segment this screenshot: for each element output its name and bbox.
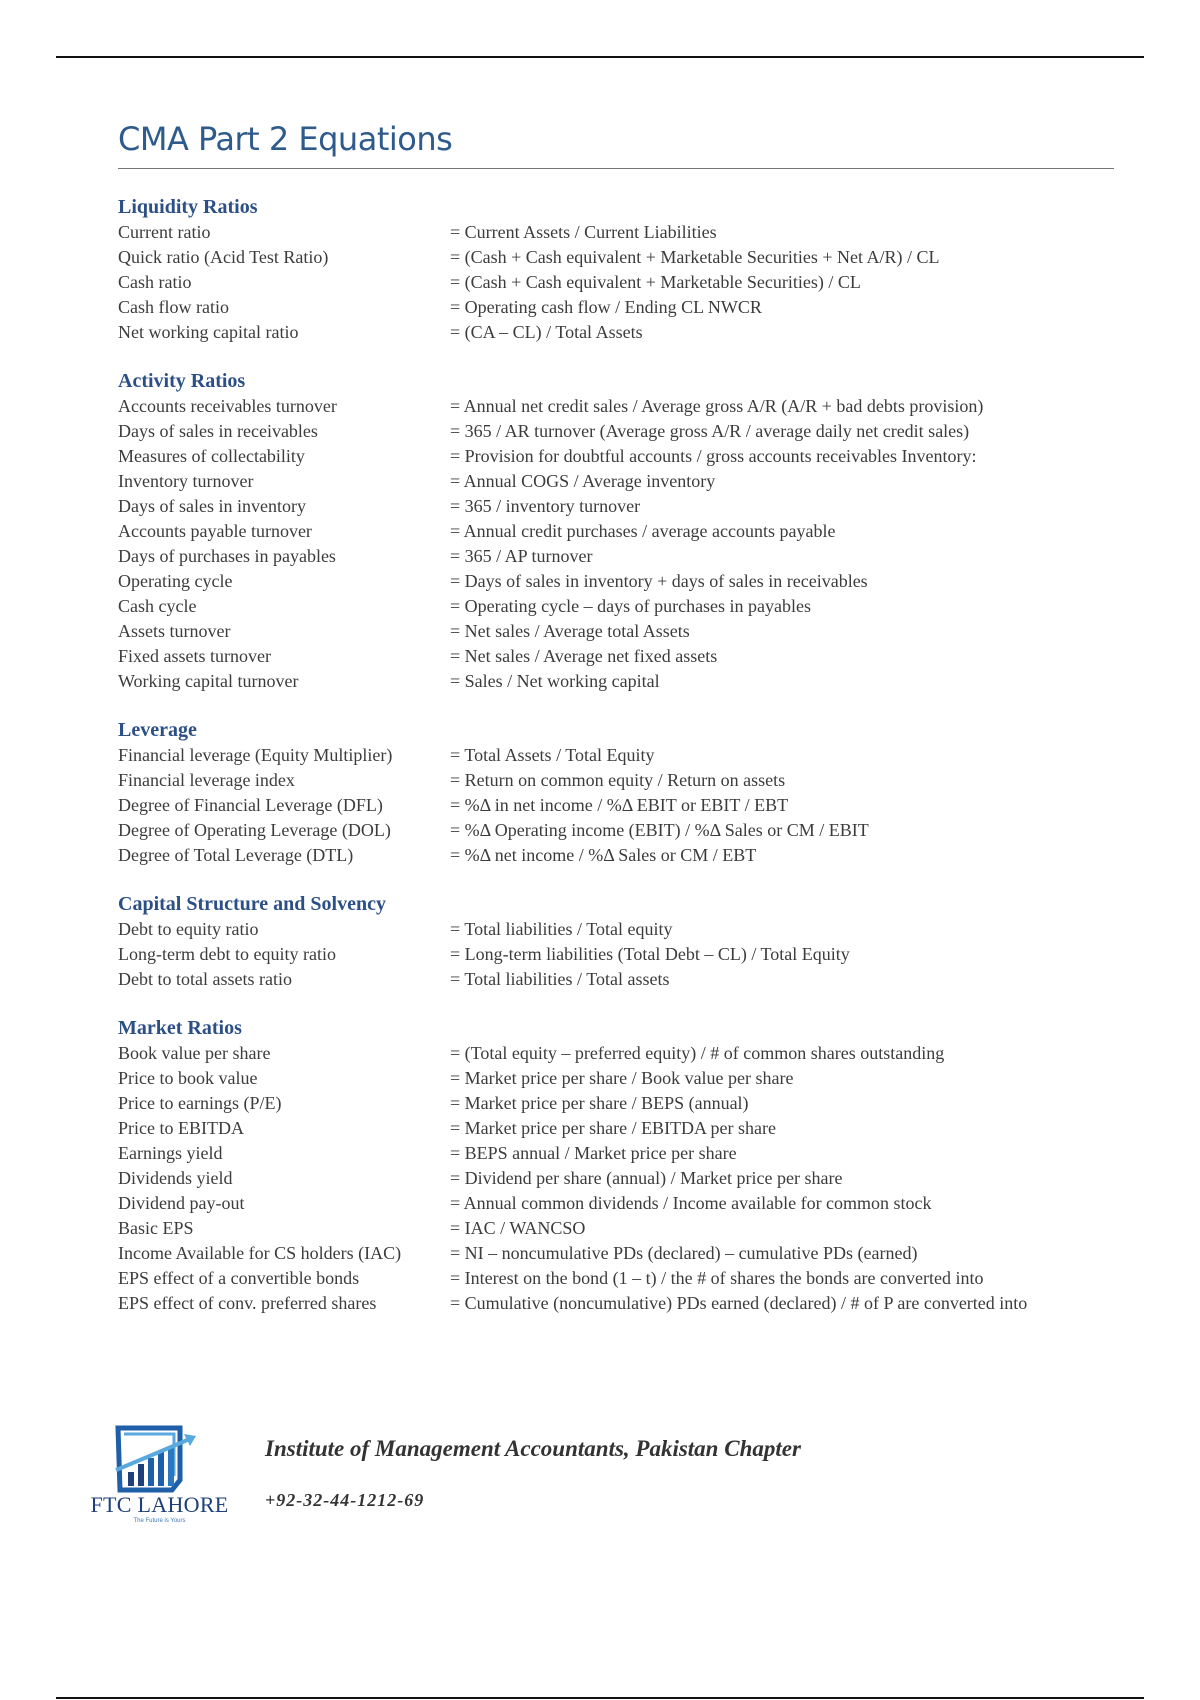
ratio-formula: = Current Assets / Current Liabilities [450, 222, 717, 242]
equation-row [118, 419, 1098, 444]
ratio-formula: = NI – noncumulative PDs (declared) – cumulative PDs (earned) [450, 1243, 918, 1263]
ratio-formula: = Annual common dividends / Income available for common stock [450, 1193, 932, 1213]
equation-row [118, 245, 1098, 270]
equation-row [118, 1041, 1098, 1066]
ratio-name: Book value per share [118, 1043, 271, 1063]
logo-text: FTC LAHORE [90, 1492, 229, 1517]
ratio-formula: = Interest on the bond (1 – t) / the # of shares the bonds are converted into [450, 1268, 984, 1288]
ratio-formula: = Market price per share / Book value per share [450, 1068, 794, 1088]
ratio-formula: = 365 / AR turnover (Average gross A/R / average daily net credit sales) [450, 421, 970, 441]
ratio-formula: = Operating cycle – days of purchases in payables [450, 596, 812, 616]
ratio-formula: = Total liabilities / Total assets [450, 969, 670, 989]
ratio-name: Days of sales in receivables [118, 421, 318, 441]
ratio-name: Degree of Operating Leverage (DOL) [118, 820, 391, 840]
ratio-name: Accounts receivables turnover [118, 396, 337, 416]
section [118, 195, 1098, 345]
ratio-formula: = Market price per share / EBITDA per share [450, 1118, 777, 1138]
bottom-rule [56, 1697, 1144, 1699]
ratio-formula: = IAC / WANCSO [450, 1218, 586, 1238]
ratio-name: Working capital turnover [118, 671, 299, 691]
ratio-formula: = Operating cash flow / Ending CL NWCR [450, 297, 762, 317]
equation-row [118, 1066, 1098, 1091]
ratio-formula: = Annual credit purchases / average accounts payable [450, 521, 836, 541]
section [118, 718, 1098, 868]
ratio-name: Price to earnings (P/E) [118, 1093, 282, 1113]
ratio-name: Price to EBITDA [118, 1118, 244, 1138]
title-underline [118, 168, 1114, 169]
ratio-formula: = Total Assets / Total Equity [450, 745, 655, 765]
ratio-formula: = (Cash + Cash equivalent + Marketable Securities) / CL [450, 272, 861, 292]
ratio-name: Days of sales in inventory [118, 496, 306, 516]
ratio-formula: = (Cash + Cash equivalent + Marketable Securities + Net A/R) / CL [450, 247, 940, 267]
equation-row [118, 1291, 1098, 1316]
ratio-name: Basic EPS [118, 1218, 194, 1238]
equation-row [118, 942, 1098, 967]
equation-row [118, 1216, 1098, 1241]
page-title: CMA Part 2 Equations [118, 120, 453, 158]
equation-row [118, 544, 1098, 569]
section-heading: Market Ratios [118, 1017, 242, 1039]
ratio-name: Fixed assets turnover [118, 646, 271, 666]
equation-row [118, 1091, 1098, 1116]
organization-name: Institute of Management Accountants, Pakistan Chapter [265, 1436, 801, 1461]
ratio-name: Cash cycle [118, 596, 197, 616]
ratio-name: Accounts payable turnover [118, 521, 312, 541]
ratio-name: EPS effect of conv. preferred shares [118, 1293, 377, 1313]
logo-tagline: The Future is Yours [133, 1518, 186, 1524]
ratio-formula: = Net sales / Average total Assets [450, 621, 690, 641]
equation-row [118, 569, 1098, 594]
equation-row [118, 444, 1098, 469]
ratio-formula: = Cumulative (noncumulative) PDs earned (declared) / # of P are converted into [450, 1293, 1028, 1313]
equation-row [118, 494, 1098, 519]
ratio-formula: = Dividend per share (annual) / Market price per share [450, 1168, 843, 1188]
ratio-formula: = Annual COGS / Average inventory [450, 471, 716, 491]
equation-row [118, 594, 1098, 619]
ratio-name: Cash flow ratio [118, 297, 229, 317]
ratio-name: Degree of Financial Leverage (DFL) [118, 795, 383, 815]
section-heading: Liquidity Ratios [118, 196, 258, 218]
section-heading: Activity Ratios [118, 370, 246, 392]
ratio-name: Debt to total assets ratio [118, 969, 292, 989]
ratio-name: Degree of Total Leverage (DTL) [118, 845, 354, 865]
equation-row [118, 469, 1098, 494]
ratio-formula: = (CA – CL) / Total Assets [450, 322, 643, 342]
ratio-formula: = Long-term liabilities (Total Debt – CL) / Total Equity [450, 944, 850, 964]
ratio-name: Measures of collectability [118, 446, 305, 466]
ratio-formula: = BEPS annual / Market price per share [450, 1143, 737, 1163]
ratio-formula: = Provision for doubtful accounts / gross accounts receivables Inventory: [450, 446, 977, 466]
ratio-formula: = %Δ Operating income (EBIT) / %Δ Sales or CM / EBIT [450, 820, 869, 840]
equation-row [118, 1241, 1098, 1266]
equation-row [118, 220, 1098, 245]
ratio-name: Financial leverage (Equity Multiplier) [118, 745, 393, 765]
equation-row [118, 1141, 1098, 1166]
section [118, 1016, 1098, 1316]
equation-row [118, 394, 1098, 419]
ratio-name: EPS effect of a convertible bonds [118, 1268, 360, 1288]
equation-row [118, 270, 1098, 295]
equation-row [118, 619, 1098, 644]
section-heading: Leverage [118, 719, 197, 741]
ratio-name: Financial leverage index [118, 770, 295, 790]
ratio-formula: = Net sales / Average net fixed assets [450, 646, 718, 666]
ratio-name: Dividend pay-out [118, 1193, 245, 1213]
equation-row [118, 320, 1098, 345]
equation-row [118, 519, 1098, 544]
ratio-formula: = Days of sales in inventory + days of sales in receivables [450, 571, 868, 591]
ratio-formula: = Annual net credit sales / Average gross A/R (A/R + bad debts provision) [450, 396, 984, 416]
ratio-name: Earnings yield [118, 1143, 223, 1163]
equation-row [118, 768, 1098, 793]
equation-row [118, 295, 1098, 320]
equation-row [118, 669, 1098, 694]
ratio-name: Income Available for CS holders (IAC) [118, 1243, 402, 1263]
ratio-formula: = Total liabilities / Total equity [450, 919, 673, 939]
ratio-formula: = 365 / inventory turnover [450, 496, 641, 516]
ratio-name: Net working capital ratio [118, 322, 299, 342]
section [118, 892, 1098, 992]
equation-row [118, 1266, 1098, 1291]
ratio-formula: = Sales / Net working capital [450, 671, 660, 691]
ratio-formula: = Market price per share / BEPS (annual) [450, 1093, 749, 1113]
top-rule [56, 56, 1144, 58]
equation-row [118, 644, 1098, 669]
ratio-formula: = 365 / AP turnover [450, 546, 593, 566]
ratio-name: Assets turnover [118, 621, 231, 641]
ratio-name: Operating cycle [118, 571, 233, 591]
ratio-name: Quick ratio (Acid Test Ratio) [118, 247, 329, 267]
ratio-name: Inventory turnover [118, 471, 254, 491]
ratio-name: Current ratio [118, 222, 211, 242]
equation-row [118, 1191, 1098, 1216]
ratio-name: Days of purchases in payables [118, 546, 336, 566]
ratio-formula: = %Δ in net income / %Δ EBIT or EBIT / EBT [450, 795, 789, 815]
ratio-name: Long-term debt to equity ratio [118, 944, 336, 964]
section-heading: Capital Structure and Solvency [118, 893, 386, 915]
equation-row [118, 967, 1098, 992]
ratio-name: Price to book value [118, 1068, 258, 1088]
equation-row [118, 1116, 1098, 1141]
ratio-formula: = Return on common equity / Return on assets [450, 770, 786, 790]
equation-row [118, 743, 1098, 768]
ratio-formula: = %Δ net income / %Δ Sales or CM / EBT [450, 845, 757, 865]
equation-row [118, 1166, 1098, 1191]
ratio-name: Cash ratio [118, 272, 192, 292]
equation-row [118, 818, 1098, 843]
equations-list [118, 195, 1098, 1340]
equation-row [118, 793, 1098, 818]
section [118, 369, 1098, 694]
equation-row [118, 917, 1098, 942]
ratio-name: Debt to equity ratio [118, 919, 259, 939]
equation-row [118, 843, 1098, 868]
ratio-name: Dividends yield [118, 1168, 233, 1188]
organization-phone: +92-32-44-1212-69 [265, 1490, 425, 1510]
ratio-formula: = (Total equity – preferred equity) / # of common shares outstanding [450, 1043, 945, 1063]
